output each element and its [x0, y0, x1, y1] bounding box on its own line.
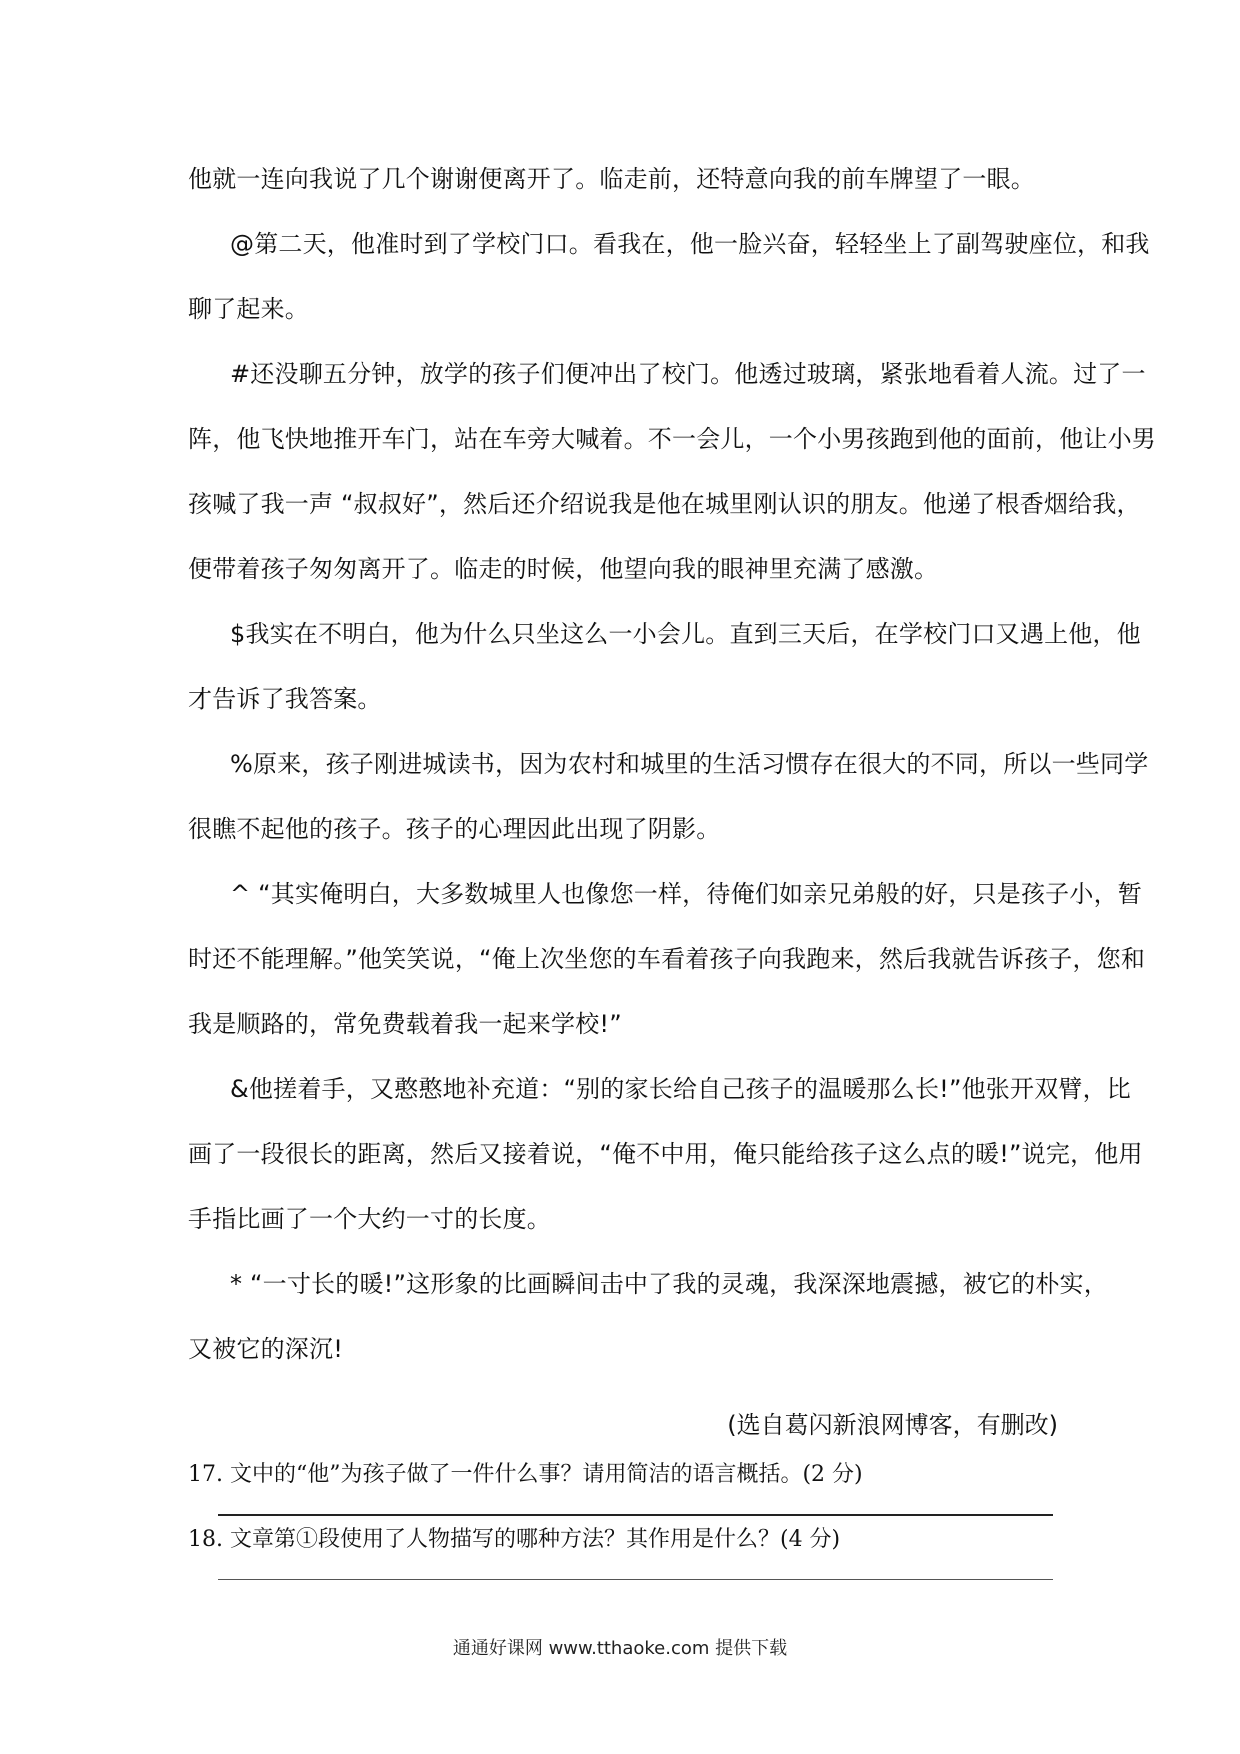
passage-line: 他就一连向我说了几个谢谢便离开了。临走前，还特意向我的前车牌望了一眼。 [188, 165, 1035, 193]
passage-line: 时还不能理解。”他笑笑说，“俺上次坐您的车看着孩子向我跑来，然后我就告诉孩子，您和 [188, 945, 1146, 973]
passage-line: #还没聊五分钟，放学的孩子们便冲出了校门。他透过玻璃，紧张地看着人流。过了一 [230, 360, 1146, 388]
question-17: 17. 文中的“他”为孩子做了一件什么事？请用简洁的语言概括。(2 分) [188, 1462, 863, 1487]
passage-line: 又被它的深沉! [188, 1335, 344, 1363]
passage-line: &他搓着手，又憨憨地补充道：“别的家长给自己孩子的温暖那么长!”他张开双臂，比 [230, 1075, 1132, 1103]
passage-line: %原来，孩子刚进城读书，因为农村和城里的生活习惯存在很大的不同，所以一些同学 [230, 750, 1149, 778]
passage-line: 阵，他飞快地推开车门，站在车旁大喊着。不一会儿，一个小男孩跑到他的面前，他让小男 [188, 425, 1156, 453]
passage-source: (选自葛闪新浪网博客，有删改) [727, 1411, 1058, 1439]
passage-line: * “一寸长的暖!”这形象的比画瞬间击中了我的灵魂，我深深地震撼，被它的朴实， [230, 1270, 1108, 1298]
answer-line-17[interactable] [218, 1514, 1053, 1516]
passage-line: 便带着孩子匆匆离开了。临走的时候，他望向我的眼神里充满了感激。 [188, 555, 939, 583]
passage-line: $我实在不明白，他为什么只坐这么一小会儿。直到三天后，在学校门口又遇上他，他 [230, 620, 1141, 648]
page-footer: 通通好课网 www.tthaoke.com 提供下载 [452, 1638, 788, 1659]
passage-line: 聊了起来。 [188, 295, 309, 323]
passage-line: 才告诉了我答案。 [188, 685, 382, 713]
passage-line: 我是顺路的，常免费载着我一起来学校!” [188, 1010, 622, 1038]
passage-line: 很瞧不起他的孩子。孩子的心理因此出现了阴影。 [188, 815, 721, 843]
passage-line: 手指比画了一个大约一寸的长度。 [188, 1205, 551, 1233]
passage-line: 画了一段很长的距离，然后又接着说，“俺不中用，俺只能给孩子这么点的暖!”说完，他用 [188, 1140, 1143, 1168]
question-18: 18. 文章第①段使用了人物描写的哪种方法？其作用是什么？(4 分) [188, 1527, 841, 1552]
passage-line: 孩喊了我一声 “叔叔好”，然后还介绍说我是他在城里刚认识的朋友。他递了根香烟给我， [188, 490, 1141, 518]
passage-line: ^ “其实俺明白，大多数城里人也像您一样，待俺们如亲兄弟般的好，只是孩子小，暂 [230, 880, 1142, 908]
passage-line: @第二天，他准时到了学校门口。看我在，他一脸兴奋，轻轻坐上了副驾驶座位，和我 [230, 230, 1150, 258]
answer-line-18[interactable] [218, 1579, 1053, 1580]
